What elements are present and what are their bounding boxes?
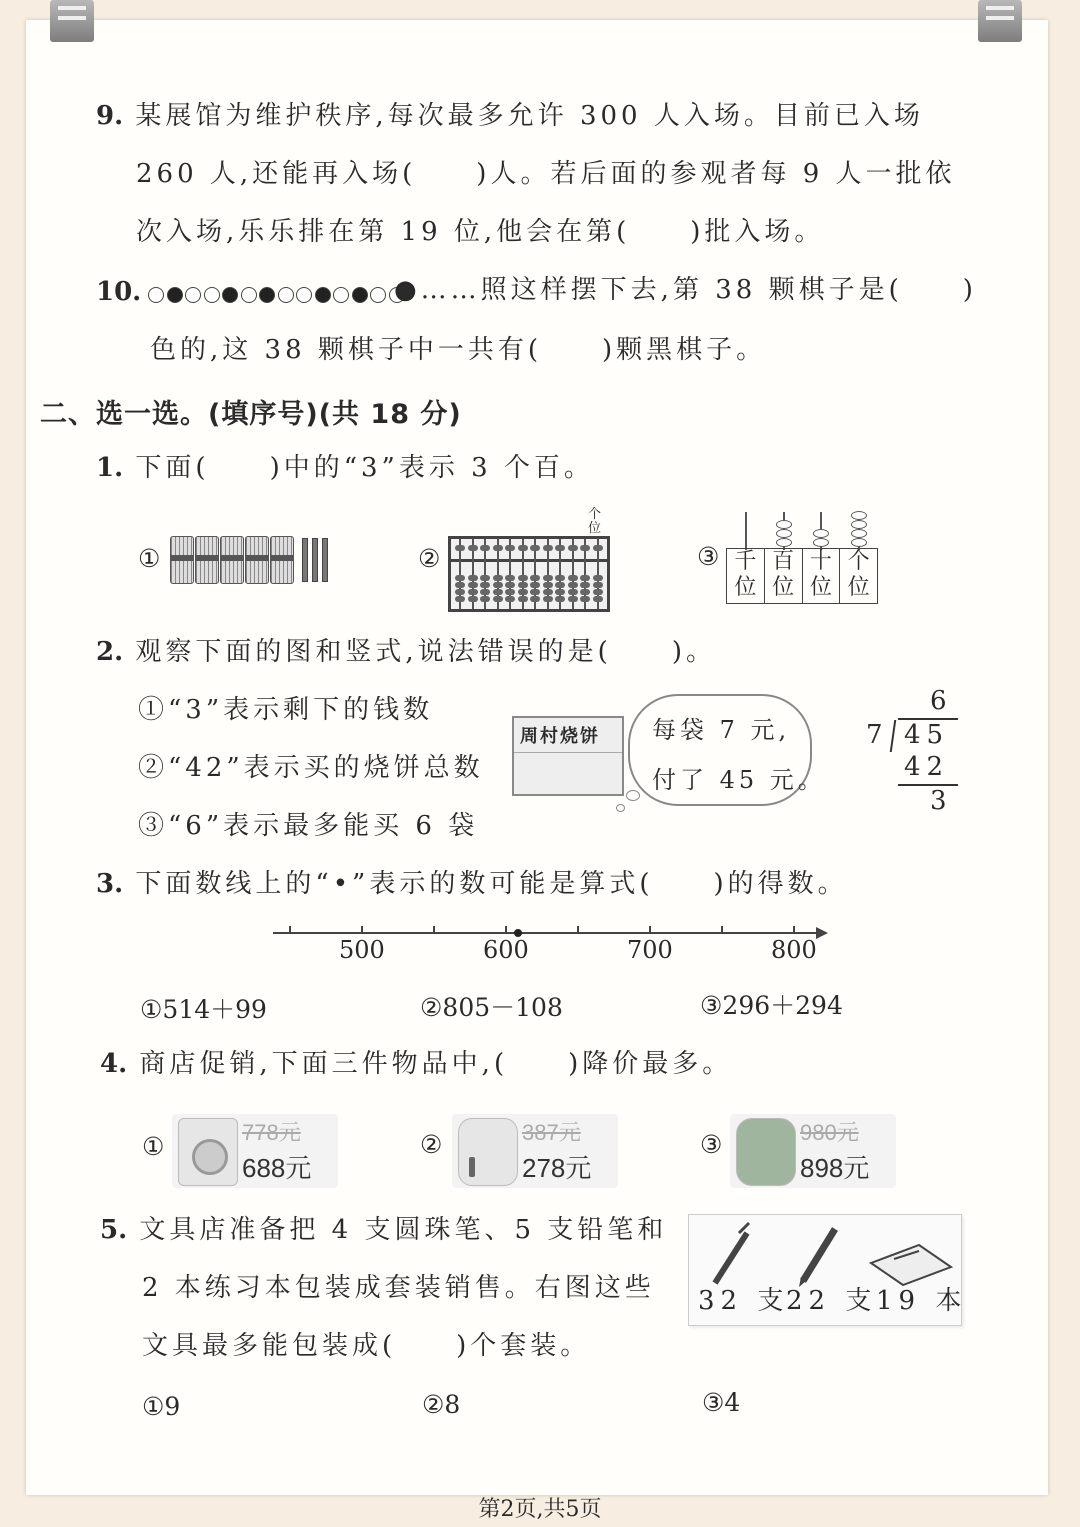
abacus-bead (493, 582, 503, 588)
abacus-bead (580, 596, 590, 602)
abacus-bead (568, 596, 578, 602)
place-hundreds: 百位 (765, 549, 803, 603)
new-price: 898元 (800, 1153, 870, 1183)
question-9-line-3: 次入场,乐乐排在第 19 位,他会在第( )批入场。 (136, 217, 825, 247)
white-piece-icon (241, 287, 257, 303)
question-number: 10. (96, 277, 142, 307)
humidifier-icon (736, 1118, 796, 1186)
white-piece-icon (278, 287, 294, 303)
product-card-humidifier (730, 1114, 896, 1188)
abacus-bead (580, 545, 590, 551)
question-text: 下面数线上的“•”表示的数可能是算式( )的得数。 (135, 869, 848, 899)
option-3: ③296＋294 (700, 991, 843, 1020)
question-number: 4. (100, 1049, 128, 1079)
white-piece-icon (333, 287, 349, 303)
white-piece-icon (296, 287, 312, 303)
abacus-bead (580, 575, 590, 581)
black-piece-icon (222, 287, 238, 303)
choice-question-1 (96, 452, 594, 484)
page-footer: 第2页,共5页 (478, 1497, 602, 1522)
counter-bead (813, 538, 829, 547)
product-card-air-fryer (452, 1114, 618, 1188)
option-3-marker: ③ (697, 542, 720, 571)
number-line-tick (289, 926, 291, 934)
abacus-bead (543, 589, 553, 595)
number-line (273, 932, 821, 934)
abacus-bead (530, 589, 540, 595)
question-10-line-1: ●……照这样摆下去,第 38 颗棋子是( ) (394, 275, 977, 305)
white-piece-icon (370, 287, 386, 303)
option-2: ②805－108 (420, 993, 563, 1022)
abacus-bead (505, 596, 515, 602)
abacus-bead (518, 545, 528, 551)
abacus-bead (543, 575, 553, 581)
counter-bead (776, 520, 792, 529)
counter-bead (813, 529, 829, 538)
abacus-bead (455, 582, 465, 588)
abacus-bead (468, 545, 478, 551)
black-piece-icon (259, 287, 275, 303)
abacus-bead (518, 596, 528, 602)
number-line-tick (793, 926, 795, 934)
counter-bead (776, 538, 792, 547)
question-10-number (96, 276, 141, 308)
abacus-bead (530, 575, 540, 581)
counter-bead (851, 529, 867, 538)
place-thousands: 千位 (727, 549, 765, 603)
abacus-bead (543, 596, 553, 602)
ballpoint-pen-icon (715, 1223, 749, 1283)
number-line-tick (361, 926, 363, 934)
division-divisor: 7 (866, 720, 889, 750)
abacus-bead (555, 596, 565, 602)
bubble-line-2: 付了 45 元。 (652, 766, 826, 794)
abacus-bead (530, 545, 540, 551)
question-text: 某展馆为维护秩序,每次最多允许 300 人入场。目前已入场 (135, 101, 924, 131)
bubble-dot (616, 804, 625, 812)
abacus-bead (455, 575, 465, 581)
black-piece-icon (352, 287, 368, 303)
question-9-line-2: 260 人,还能再入场( )人。若后面的参观者每 9 人一批依 (136, 159, 956, 189)
shop-sign-image (512, 716, 624, 796)
abacus-bead (518, 575, 528, 581)
question-9 (96, 100, 924, 132)
abacus-bead (593, 575, 603, 581)
old-price: 778元 (242, 1120, 301, 1145)
washing-machine-icon (178, 1118, 238, 1186)
number-line-tick (649, 926, 651, 934)
option-1: ①514＋99 (140, 995, 267, 1024)
stationery-icons (689, 1215, 961, 1287)
counter-bead (851, 511, 867, 520)
abacus-bead (468, 596, 478, 602)
abacus-bead (468, 589, 478, 595)
choice-question-5 (100, 1214, 667, 1246)
new-price: 278元 (522, 1153, 592, 1183)
black-piece-icon (167, 287, 183, 303)
bubble-dot (626, 790, 640, 801)
question-5-line-3: 文具最多能包装成( )个套装。 (142, 1331, 591, 1361)
number-line-arrow-icon (816, 927, 828, 939)
pen-count: 32 支 (698, 1286, 790, 1316)
abacus-bead (518, 589, 528, 595)
abacus-bead (480, 589, 490, 595)
abacus-bead (530, 596, 540, 602)
number-line-tick (577, 926, 579, 934)
abacus-bead (580, 589, 590, 595)
question-text: 观察下面的图和竖式,说法错误的是( )。 (135, 637, 716, 667)
division-quotient: 6 (930, 686, 953, 716)
number-line-label: 600 (483, 936, 529, 964)
question-5-line-2: 2 本练习本包装成套装销售。右图这些 (142, 1273, 655, 1303)
number-line-tick (505, 926, 507, 934)
option-3-marker: ③ (700, 1130, 723, 1159)
stick-bundle-icon (245, 536, 269, 584)
abacus-bead (505, 582, 515, 588)
question-10-line-2: 色的,这 38 颗棋子中一共有( )颗黑棋子。 (150, 335, 767, 365)
abacus-bead (555, 589, 565, 595)
white-piece-icon (185, 287, 201, 303)
counter-rod (745, 512, 747, 550)
abacus-bead (593, 589, 603, 595)
abacus-bead (555, 545, 565, 551)
abacus-bead (543, 582, 553, 588)
abacus-bead (493, 575, 503, 581)
abacus-bead (555, 582, 565, 588)
abacus-bead (505, 575, 515, 581)
abacus-bead (568, 545, 578, 551)
section-heading: 二、选一选。(填序号)(共 18 分) (40, 399, 462, 430)
abacus-bead (543, 545, 553, 551)
question-number: 9. (96, 101, 124, 131)
abacus-bead (593, 596, 603, 602)
choice-question-2 (96, 636, 716, 668)
notebook-icon (871, 1245, 951, 1285)
old-price: 980元 (800, 1120, 859, 1145)
option-1-marker: ① (138, 544, 161, 573)
pencil-icon (799, 1229, 835, 1287)
place-ones: 个位 (847, 549, 870, 600)
abacus-bead (568, 589, 578, 595)
question-number: 5. (100, 1215, 128, 1245)
new-price: 688元 (242, 1153, 312, 1183)
abacus-place-label: 个位 (588, 507, 602, 536)
white-piece-icon (204, 287, 220, 303)
question-text: 文具店准备把 4 支圆珠笔、5 支铅笔和 (139, 1215, 668, 1245)
option-1-marker: ① (142, 1132, 165, 1161)
abacus-bead (518, 582, 528, 588)
question-number: 1. (96, 453, 124, 483)
question-text: 下面( )中的“3”表示 3 个百。 (135, 453, 594, 483)
abacus-bead (493, 596, 503, 602)
option-3: ③4 (702, 1388, 741, 1417)
abacus-bead (480, 575, 490, 581)
abacus-bead (555, 575, 565, 581)
abacus-bead (505, 545, 515, 551)
abacus-bead (480, 596, 490, 602)
stick-bundle-icon (220, 536, 244, 584)
option-1: ①“3”表示剩下的钱数 (138, 695, 434, 725)
abacus-bead (593, 582, 603, 588)
choice-question-4 (100, 1048, 732, 1080)
abacus-bead (580, 582, 590, 588)
abacus-bead (480, 582, 490, 588)
stick-bundle-icon (270, 536, 294, 584)
number-line-label: 800 (771, 936, 817, 964)
stick-bundle-icon (170, 536, 194, 584)
counter-bead (851, 520, 867, 529)
counting-frame (726, 548, 878, 604)
stick-icon (302, 538, 308, 582)
stick-bundle-icon (195, 536, 219, 584)
abacus-bead (468, 575, 478, 581)
option-3: ③“6”表示最多能买 6 袋 (138, 811, 479, 841)
question-text: 商店促销,下面三件物品中,( )降价最多。 (139, 1049, 733, 1079)
abacus-bead (455, 545, 465, 551)
abacus-bead (568, 582, 578, 588)
question-number: 2. (96, 637, 124, 667)
abacus-bead (455, 589, 465, 595)
counter-bead (776, 529, 792, 538)
abacus-bead (493, 589, 503, 595)
pencil-count: 22 支 (786, 1286, 878, 1316)
white-piece-icon (148, 287, 164, 303)
division-remainder: 3 (930, 786, 953, 816)
question-number: 3. (96, 869, 124, 899)
number-line-label: 500 (339, 936, 385, 964)
stick-icon (322, 538, 328, 582)
number-line-tick (721, 926, 723, 934)
chess-pieces-pattern (148, 284, 407, 303)
option-2: ②“42”表示买的烧饼总数 (138, 753, 484, 783)
old-price: 387元 (522, 1120, 581, 1145)
abacus-bead (568, 575, 578, 581)
option-2: ②8 (422, 1390, 461, 1419)
option-1: ①9 (142, 1392, 181, 1421)
place-tens: 十位 (803, 549, 841, 603)
abacus-bead (505, 589, 515, 595)
black-piece-icon (315, 287, 331, 303)
notebook-count: 19 本 (876, 1286, 968, 1316)
abacus-bead (593, 545, 603, 551)
abacus-bead (455, 596, 465, 602)
abacus-bead (530, 582, 540, 588)
product-card-washing-machine (172, 1114, 338, 1188)
shop-sign-text: 周村烧饼 (514, 718, 622, 753)
counter-bead (851, 538, 867, 547)
abacus-bead (493, 545, 503, 551)
stick-icon (312, 538, 318, 582)
number-line-tick (433, 926, 435, 934)
abacus-icon (448, 536, 610, 612)
binder-clip-icon (50, 0, 94, 42)
binder-clip-icon (978, 0, 1022, 42)
division-dividend: 45 (904, 720, 950, 750)
choice-question-3 (96, 868, 848, 900)
bubble-line-1: 每袋 7 元, (652, 716, 791, 744)
abacus-bead (468, 582, 478, 588)
division-product: 42 (904, 752, 950, 782)
option-2-marker: ② (418, 544, 441, 573)
option-2-marker: ② (420, 1130, 443, 1159)
number-line-label: 700 (627, 936, 673, 964)
abacus-bead (480, 545, 490, 551)
air-fryer-icon (458, 1118, 518, 1186)
